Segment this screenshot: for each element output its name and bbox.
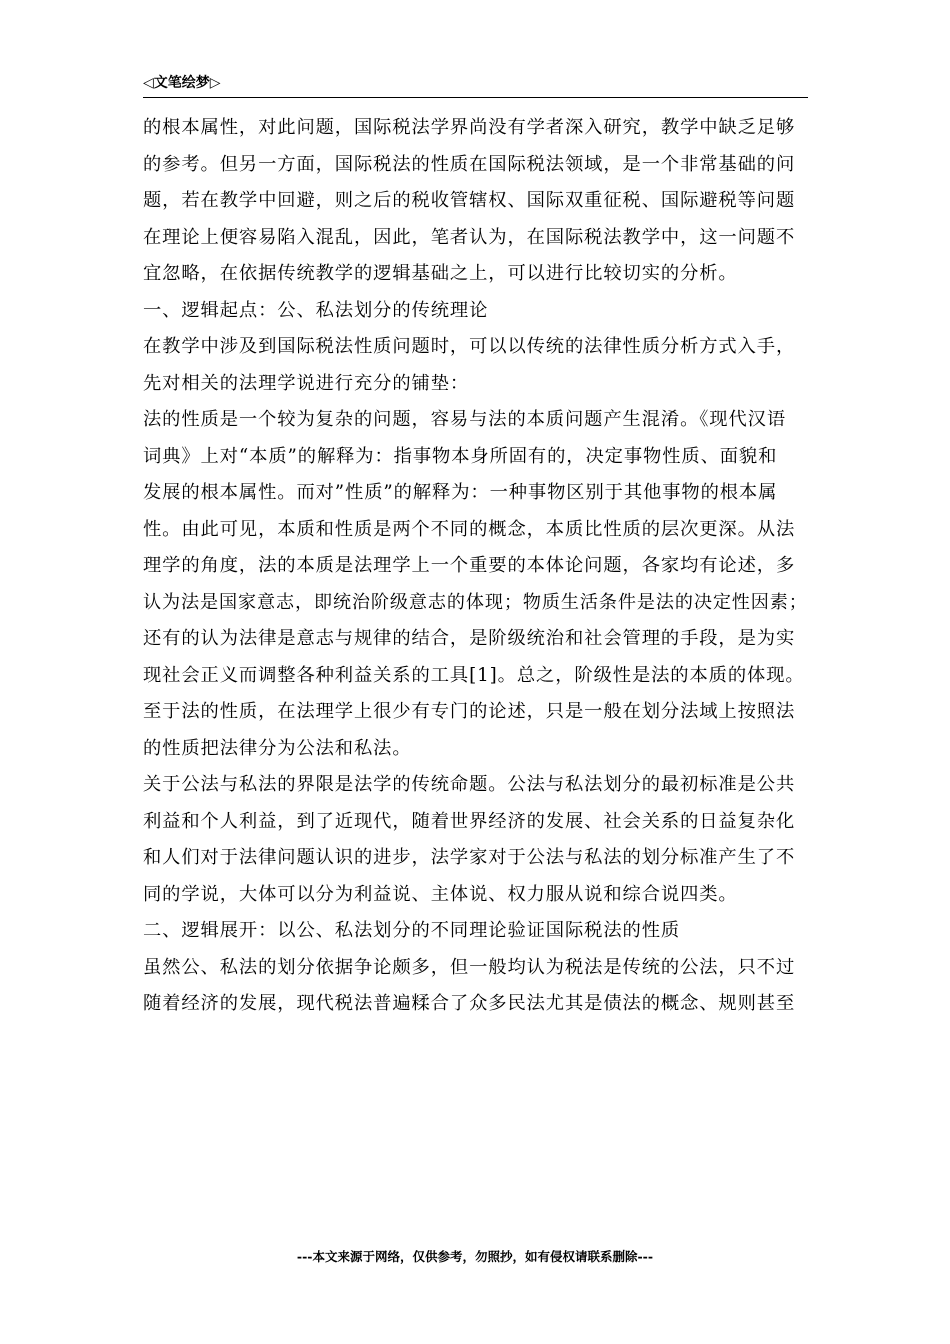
text-line: 虽然公、私法的划分依据争论颇多，但一般均认为税法是传统的公法，只不过 (143, 956, 796, 978)
text-line: 发展的根本属性。而对”性质”的解释为：一种事物区别于其他事物的根本属 (143, 482, 778, 503)
text-line: 词典》上对“本质”的解释为：指事物本身所固有的，决定事物性质、面貌和 (143, 445, 778, 467)
text-line: 随着经济的发展，现代税法普遍糅合了众多民法尤其是债法的概念、规则甚至 (143, 993, 796, 1014)
text-line: 认为法是国家意志，即统治阶级意志的体现；物质生活条件是法的决定性因素； (143, 591, 808, 613)
text-line: 关于公法与私法的界限是法学的传统命题。公法与私法划分的最初标准是公共 (143, 774, 796, 795)
text-line: 的参考。但另一方面，国际税法的性质在国际税法领域，是一个非常基础的问 (143, 153, 796, 175)
text-line: 性。由此可见，本质和性质是两个不同的概念，本质比性质的层次更深。从法 (143, 518, 796, 540)
text-line: 的性质把法律分为公法和私法。 (143, 737, 412, 759)
section-heading-2: 二、逻辑展开：以公、私法划分的不同理论验证国际税法的性质 (143, 920, 681, 941)
text-line: 利益和个人利益，到了近现代，随着世界经济的发展、社会关系的日益复杂化 (143, 810, 796, 832)
text-line: 理学的角度，法的本质是法理学上一个重要的本体论问题，各家均有论述，多 (143, 555, 796, 576)
text-line: 和人们对于法律问题认识的进步，法学家对于公法与私法的划分标准产生了不 (143, 847, 796, 868)
section-heading-1: 一、逻辑起点：公、私法划分的传统理论 (143, 299, 489, 321)
document-body (143, 110, 808, 1023)
text-line: 宜忽略，在依据传统教学的逻辑基础之上，可以进行比较切实的分析。 (143, 263, 738, 284)
text-line: 至于法的性质，在法理学上很少有专门的论述，只是一般在划分法域上按照法 (143, 701, 796, 722)
text-line: 在教学中涉及到国际税法性质问题时，可以以传统的法律性质分析方式入手， (143, 336, 796, 357)
text-line: 法的性质是一个较为复杂的问题，容易与法的本质问题产生混淆。《现代汉语 (143, 409, 787, 430)
text-line: 在理论上便容易陷入混乱，因此，笔者认为，在国际税法教学中，这一问题不 (143, 226, 796, 248)
text-line: 的根本属性，对此问题，国际税法学界尚没有学者深入研究，教学中缺乏足够 (143, 117, 796, 138)
text-line: 同的学说，大体可以分为利益说、主体说、权力服从说和综合说四类。 (143, 883, 738, 905)
page-footer: ---本文来源于网络，仅供参考，勿照抄，如有侵权请联系删除--- (296, 1249, 654, 1264)
text-line: 先对相关的法理学说进行充分的铺垫： (143, 372, 470, 394)
header-divider (143, 97, 808, 98)
page-header: ◁文笔绘梦▷ (143, 75, 221, 91)
text-line: 还有的认为法律是意志与规律的结合，是阶级统治和社会管理的手段，是为实 (143, 628, 796, 649)
text-line: 现社会正义而调整各种利益关系的工具[1]。总之，阶级性是法的本质的体现。 (143, 664, 805, 686)
text-line: 题，若在教学中回避，则之后的税收管辖权、国际双重征税、国际避税等问题 (143, 190, 796, 211)
